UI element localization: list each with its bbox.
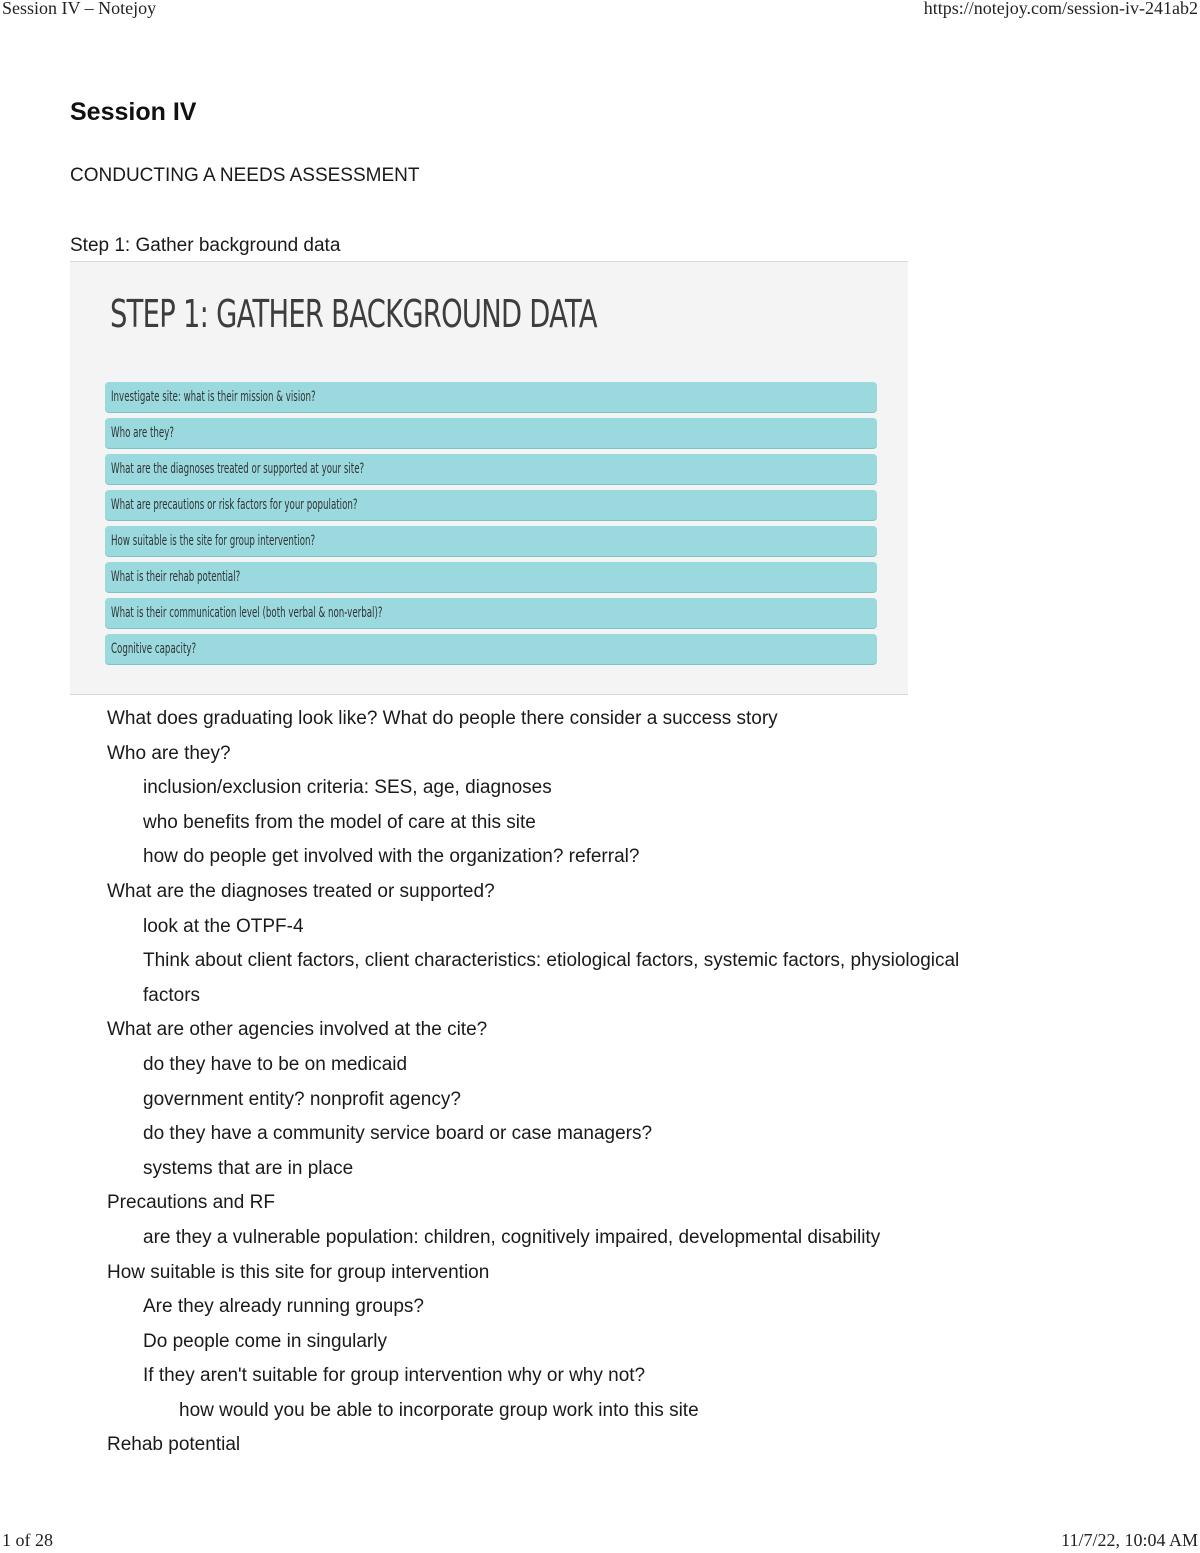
outline-notes [70, 702, 1150, 1463]
slide-row [105, 454, 877, 484]
outline-item: do they have to be on medicaid [143, 1053, 408, 1075]
outline-item: How suitable is this site for group intervention [107, 1261, 490, 1283]
slide-title: STEP 1: GATHER BACKGROUND DATA [110, 292, 597, 336]
section-heading: CONDUCTING A NEEDS ASSESSMENT [70, 165, 420, 186]
slide-row [105, 526, 877, 556]
outline-item: government entity? nonprofit agency? [143, 1088, 461, 1110]
print-timestamp: 11/7/22, 10:04 AM [1061, 1530, 1198, 1550]
outline-item: Do people come in singularly [143, 1330, 387, 1352]
outline-item: how would you be able to incorporate group work into this site [179, 1399, 699, 1421]
slide-row-label: What is their rehab potential? [111, 569, 241, 585]
slide-image [70, 261, 908, 695]
outline-item: factors [143, 984, 201, 1006]
outline-item: inclusion/exclusion criteria: SES, age, diagnoses [143, 777, 552, 799]
outline-item: If they aren't suitable for group intervention why or why not? [143, 1365, 646, 1387]
slide-question-list [105, 382, 877, 670]
outline-item: who benefits from the model of care at this site [143, 811, 536, 833]
slide-row-label: Who are they? [111, 425, 174, 441]
outline-item: look at the OTPF-4 [143, 915, 304, 937]
print-header-title: Session IV – Notejoy [2, 0, 157, 18]
outline-item: Precautions and RF [107, 1192, 275, 1214]
print-footer [0, 1530, 1200, 1551]
outline-item: Who are they? [107, 742, 231, 764]
print-header-url[interactable]: https://notejoy.com/session-iv-241ab2 [923, 0, 1198, 18]
slide-row [105, 382, 877, 412]
slide-row-label: What is their communication level (both verbal & non-verbal)? [111, 605, 383, 621]
outline-item: Rehab potential [107, 1434, 241, 1456]
outline-item: What are the diagnoses treated or supported? [107, 880, 495, 902]
print-header [0, 0, 1200, 19]
slide-row-label: Investigate site: what is their mission & vision? [111, 389, 316, 405]
outline-item: What are other agencies involved at the cite? [107, 1019, 488, 1041]
slide-row [105, 490, 877, 520]
outline-item: do they have a community service board or case managers? [143, 1123, 653, 1145]
slide-row [105, 598, 877, 628]
outline-item: are they a vulnerable population: children, cognitively impaired, developmental disability [143, 1226, 881, 1248]
slide-row-label: What are the diagnoses treated or supported at your site? [111, 461, 365, 477]
note-content [70, 90, 1150, 1463]
slide-row [105, 418, 877, 448]
page-count: 1 of 28 [2, 1530, 53, 1550]
slide-row [105, 562, 877, 592]
step-label: Step 1: Gather background data [70, 235, 341, 256]
slide-row-label: How suitable is the site for group intervention? [111, 533, 316, 549]
outline-item: how do people get involved with the organization? referral? [143, 846, 640, 868]
outline-item: What does graduating look like? What do people there consider a success story [107, 708, 778, 729]
slide-row [105, 634, 877, 664]
page-title: Session IV [70, 98, 197, 126]
outline-item: Think about client factors, client characteristics: etiological factors, systemic factors, physiological [143, 950, 960, 972]
outline-item: Are they already running groups? [143, 1296, 424, 1318]
outline-item: systems that are in place [143, 1157, 354, 1179]
slide-row-label: What are precautions or risk factors for your population? [111, 497, 358, 513]
slide-row-label: Cognitive capacity? [111, 641, 197, 657]
